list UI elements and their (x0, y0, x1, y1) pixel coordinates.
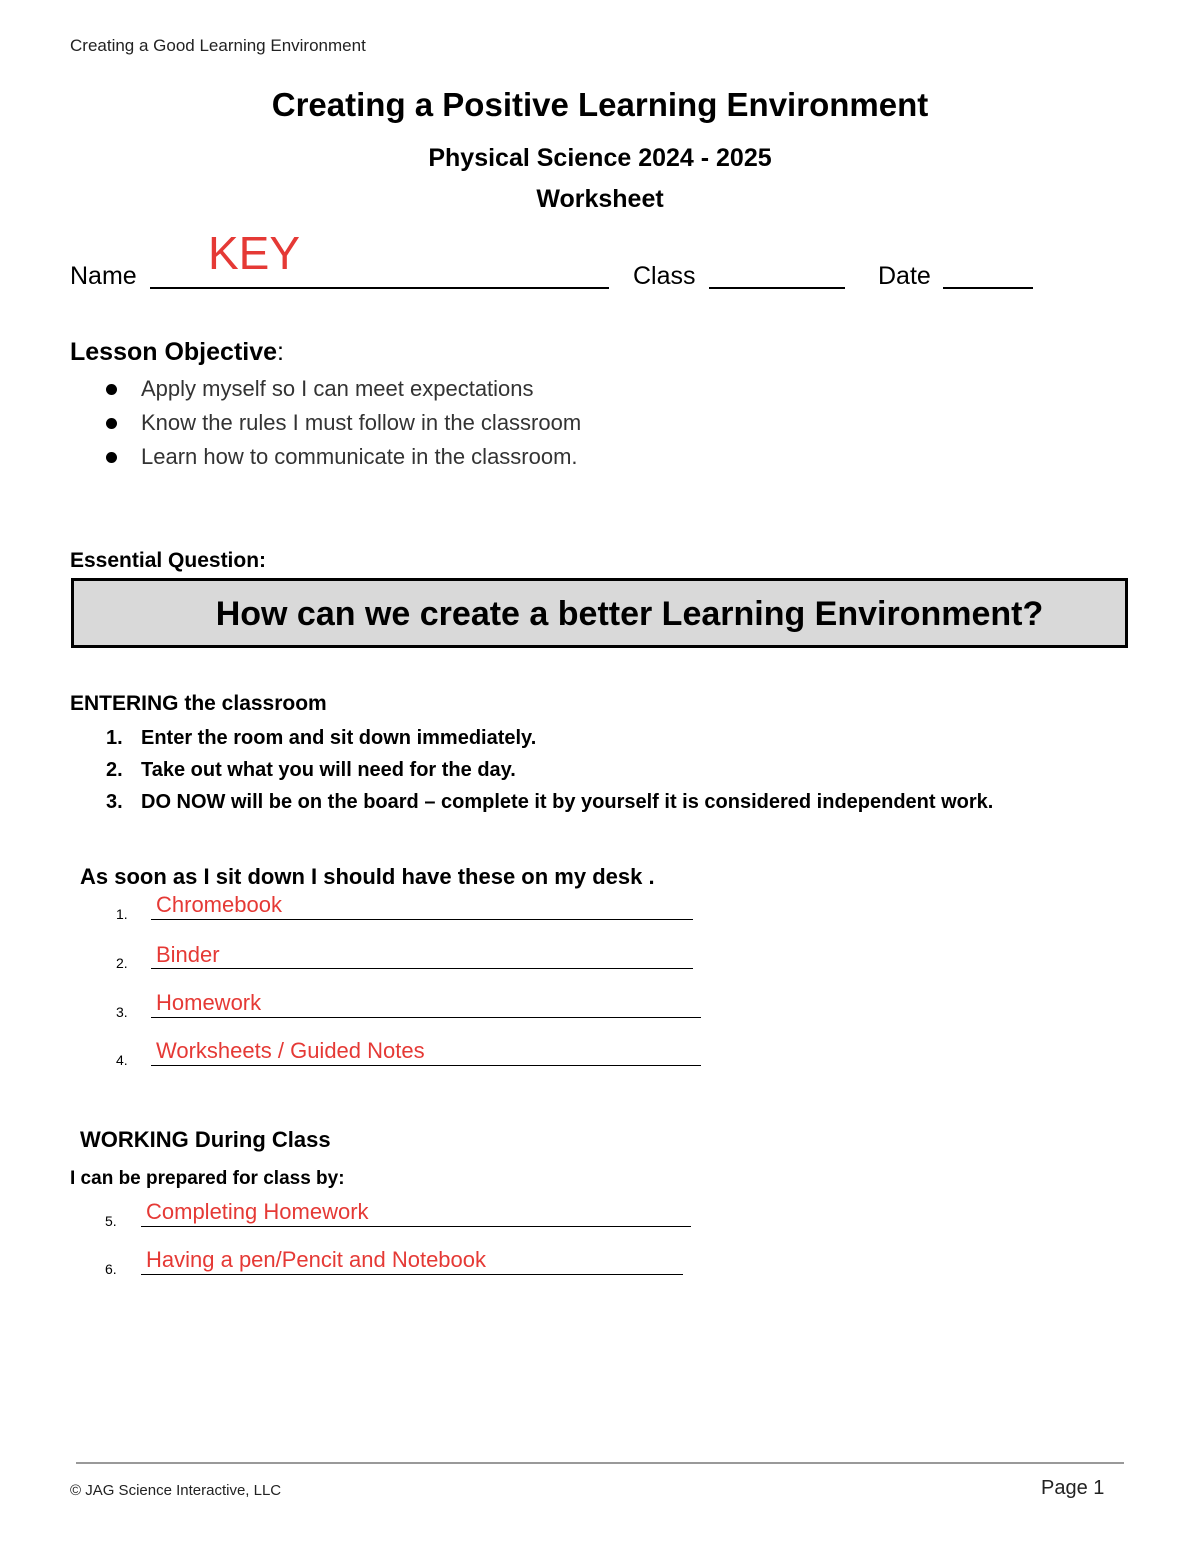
class-label: Class (633, 262, 696, 290)
doc-type: Worksheet (536, 185, 664, 213)
entering-heading: ENTERING the classroom (70, 692, 327, 715)
item-number: 1. (106, 727, 123, 749)
essential-question-label: Essential Question: (70, 549, 267, 572)
item-text: Enter the room and sit down immediately. (141, 727, 537, 749)
bullet-text: Apply myself so I can meet expectations (141, 376, 534, 401)
answer-number: 5. (105, 1213, 117, 1229)
page-title: Creating a Positive Learning Environment (271, 86, 929, 123)
answer-text: Completing Homework (146, 1199, 369, 1224)
answer-number: 3. (116, 1004, 128, 1020)
footer-divider (76, 1462, 1124, 1464)
course-subtitle: Physical Science 2024 - 2025 (428, 144, 772, 172)
copyright: © JAG Science Interactive, LLC (70, 1482, 282, 1499)
objective-colon: : (277, 338, 284, 366)
bullet-icon (106, 384, 117, 395)
answer-number: 4. (116, 1052, 128, 1068)
date-underline[interactable] (943, 287, 1033, 289)
answer-line[interactable] (151, 1017, 701, 1018)
page-number: Page 1 (1041, 1477, 1105, 1499)
answer-line[interactable] (151, 1065, 701, 1066)
running-header: Creating a Good Learning Environment (70, 36, 366, 55)
answer-line[interactable] (151, 968, 693, 969)
item-text: Take out what you will need for the day. (141, 759, 516, 781)
item-text: DO NOW will be on the board – complete it by yourself it is considered independent work. (141, 791, 994, 813)
class-underline[interactable] (709, 287, 845, 289)
answer-text: Worksheets / Guided Notes (156, 1038, 425, 1063)
essential-question-box (71, 578, 1128, 648)
desk-heading: As soon as I sit down I should have these on my desk . (80, 864, 655, 889)
answer-line[interactable] (151, 919, 693, 920)
bullet-text: Learn how to communicate in the classroom. (141, 444, 578, 469)
date-label: Date (878, 262, 931, 290)
answer-number: 2. (116, 955, 128, 971)
item-number: 3. (106, 791, 123, 813)
bullet-icon (106, 418, 117, 429)
answer-text: Homework (156, 990, 262, 1015)
bullet-icon (106, 452, 117, 463)
answer-text: Having a pen/Pencit and Notebook (146, 1247, 487, 1272)
answer-line[interactable] (141, 1274, 683, 1275)
answer-text: Binder (156, 942, 220, 967)
working-heading: WORKING During Class (80, 1127, 331, 1152)
answer-line[interactable] (141, 1226, 691, 1227)
item-number: 2. (106, 759, 123, 781)
name-value: KEY (208, 227, 301, 279)
answer-number: 1. (116, 906, 128, 922)
essential-question-text: How can we create a better Learning Environment? (215, 595, 1044, 633)
objective-heading (70, 338, 284, 367)
answer-number: 6. (105, 1261, 117, 1277)
name-underline[interactable] (150, 287, 609, 289)
answer-text: Chromebook (156, 892, 282, 917)
name-label: Name (70, 262, 137, 290)
objective-title: Lesson Objective (70, 338, 278, 366)
bullet-text: Know the rules I must follow in the classroom (141, 410, 582, 435)
prep-label: I can be prepared for class by: (70, 1168, 345, 1189)
